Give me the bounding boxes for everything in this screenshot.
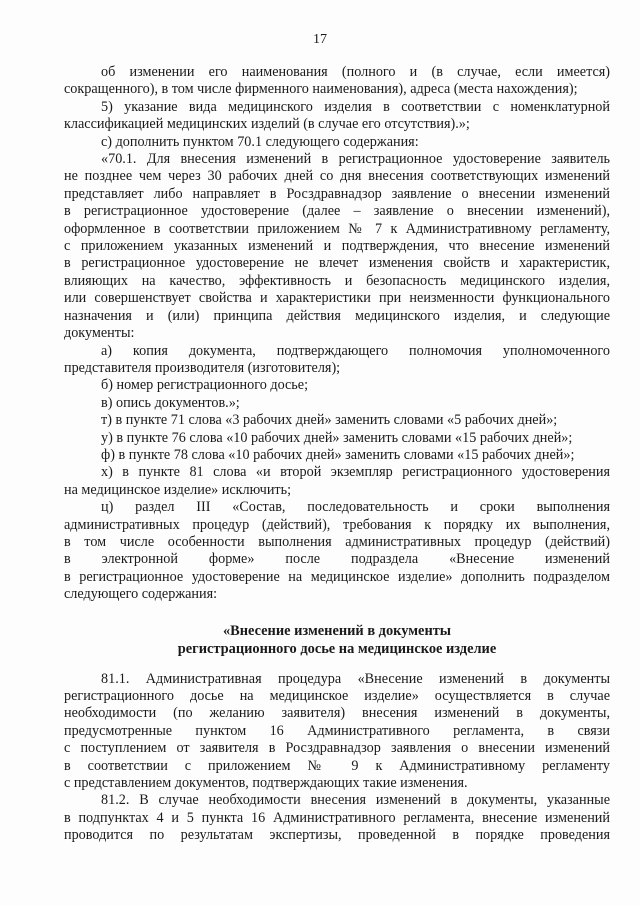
paragraph-line: 81.1. Административная процедура «Внесение изменений в документы (101, 670, 610, 687)
paragraph-line: или совершенствует свойства и характеристики при неизменности функционального (64, 290, 610, 307)
paragraph-line: назначения и (или) принципа действия медицинского изделия, и следующие (64, 307, 610, 324)
paragraph-line: х) в пункте 81 слова «и второй экземпляр регистрационного удостоверения (101, 464, 610, 481)
paragraph-line: с) дополнить пунктом 70.1 следующего содержания: (101, 133, 419, 150)
paragraph-line: с приложением указанных изменений и подтверждения, что внесение изменений (64, 238, 610, 255)
paragraph-line: 81.2. В случае необходимости внесения изменений в документы, указанные (101, 792, 610, 809)
paragraph-line: в регистрационное удостоверение не влечет изменения свойств и характеристик, (64, 255, 610, 272)
page-number: 17 (313, 32, 327, 47)
paragraph-line: административных процедур (действий), требования к порядку их выполнения, (64, 516, 610, 533)
paragraph-line: а) копия документа, подтверждающего полномочия уполномоченного (101, 342, 610, 359)
paragraph-line: необходимости (по желанию заявителя) внесения изменений в документы, (64, 705, 610, 722)
paragraph-line: оформленное в соответствии приложением № 7 к Административному регламенту, (64, 220, 610, 237)
document-body (64, 64, 610, 845)
paragraph-line: предусмотренные пунктом 16 Административного регламента, в связи (64, 722, 610, 739)
paragraph-line: не позднее чем через 30 рабочих дней со дня внесения соответствующих изменений (64, 168, 610, 185)
paragraph-line: в) опись документов.»; (101, 394, 240, 411)
paragraph-line: 5) указание вида медицинского изделия в соответствии с номенклатурной (101, 98, 610, 115)
paragraph-line: сокращенного), в том числе фирменного наименования), адреса (места нахождения); (64, 81, 578, 98)
paragraph-line: об изменении его наименования (полного и (в случае, если имеется) (101, 64, 610, 80)
section-heading: «Внесение изменений в документы (222, 622, 452, 639)
paragraph-line: регистрационного досье на медицинское изделие» осуществляется в случае (64, 688, 610, 704)
section-heading: регистрационного досье на медицинское изделие (177, 640, 497, 657)
paragraph-line: у) в пункте 76 слова «10 рабочих дней» заменить словами «15 рабочих дней»; (101, 429, 573, 446)
paragraph-line: документы: (64, 325, 135, 342)
paragraph-line: с поступлением от заявителя в Росздравнадзор заявления о внесении изменений (64, 740, 610, 757)
paragraph-line: в регистрационное удостоверение на медицинское изделие» дополнить подразделом (64, 568, 610, 585)
paragraph-line: влияющих на качество, эффективность и безопасность медицинского изделия, (64, 272, 610, 289)
paragraph-line: следующего содержания: (64, 586, 218, 603)
paragraph-line: т) в пункте 71 слова «3 рабочих дней» заменить словами «5 рабочих дней»; (101, 412, 558, 429)
paragraph-line: представляет либо направляет в Росздравнадзор заявление о внесении изменений (64, 185, 610, 202)
paragraph-line: в регистрационное удостоверение (далее – заявление о внесении изменений), (64, 203, 610, 220)
spacer (64, 658, 610, 671)
paragraph-line: «70.1. Для внесения изменений в регистрационное удостоверение заявитель (101, 151, 610, 168)
paragraph-line: в соответствии с приложением № 9 к Административному регламенту (64, 757, 610, 774)
paragraph-line: ц) раздел III «Состав, последовательность и сроки выполнения (101, 499, 610, 516)
paragraph-line: проводится по результатам экспертизы, проведенной в порядке проведения (64, 827, 610, 844)
paragraph-line: с представлением документов, подтверждающих такие изменения. (64, 775, 468, 792)
paragraph-line: в электронной форме» после подраздела «Внесение изменений (64, 551, 610, 568)
paragraph-line: в том числе особенности выполнения административных процедур (действий) (64, 533, 610, 550)
paragraph-line: ф) в пункте 78 слова «10 рабочих дней» заменить словами «15 рабочих дней»; (101, 446, 575, 463)
paragraph-line: б) номер регистрационного досье; (101, 377, 309, 394)
paragraph-line: в подпунктах 4 и 5 пункта 16 Административного регламента, внесение изменений (64, 809, 610, 826)
spacer (64, 604, 610, 622)
paragraph-line: на медицинское изделие» исключить; (64, 481, 292, 498)
paragraph-line: представителя производителя (изготовителя); (64, 359, 341, 376)
paragraph-line: классификацией медицинских изделий (в случае его отсутствия).»; (64, 116, 470, 133)
